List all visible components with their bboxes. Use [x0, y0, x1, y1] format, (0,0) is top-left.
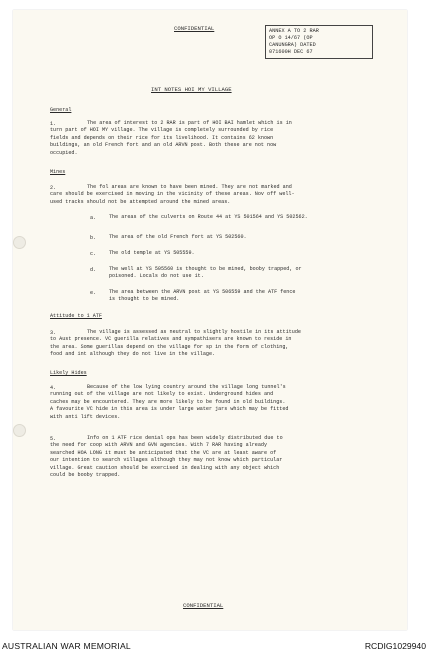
text-line: The areas of the culverts on Route 44 at YS 501564 and YS 502562. — [109, 214, 308, 220]
annex-line: ANNEX A TO 2 RAR — [269, 28, 319, 34]
text-line: The village is assessed as neutral to slightly hostile in its attitude — [87, 329, 301, 335]
text-line: The area of interest to 2 RAR is part of HOI BAI hamlet which is in — [87, 120, 292, 126]
list-item — [109, 234, 247, 241]
text-line: turn part of HOI MY village. The village is completely surrounded by rice — [50, 127, 274, 134]
text-line: Info on 1 ATF rice denial ops has been widely distributed due to — [87, 435, 283, 441]
paragraph-number: 4. — [50, 385, 57, 391]
text-line: care should be exercised in moving in the vicinity of these areas. Nov off well- — [50, 191, 295, 198]
text-line: The old temple at YS 505559. — [109, 250, 195, 256]
paragraph-3 — [50, 329, 301, 359]
annex-line: 071600H DEC 67 — [269, 49, 313, 55]
classification-top: CONFIDENTIAL — [174, 25, 215, 32]
text-line: The fol areas are known to have been mined. They are not marked and — [87, 184, 292, 190]
archive-record-id: RCDIG1029940 — [364, 641, 426, 651]
text-line: buildings, an old French fort and an old ARVN post. Both these are not now — [50, 142, 277, 149]
document-title: INT NOTES HOI MY VILLAGE — [151, 86, 232, 93]
text-line: is thought to be mined. — [109, 296, 180, 303]
text-line: the need for coop with ARVN and GVN agencies. With 7 RAR having already — [50, 442, 268, 449]
classification-bottom: CONFIDENTIAL — [183, 602, 224, 609]
list-item-label: b. — [90, 235, 97, 241]
archive-footer — [0, 636, 430, 654]
list-item — [109, 250, 195, 257]
list-item-label: e. — [90, 290, 97, 296]
paragraph-number: 5. — [50, 436, 57, 442]
annex-line: OP O 14/67 (OP — [269, 35, 313, 41]
paragraph-2 — [50, 184, 295, 206]
document-page — [13, 10, 407, 630]
paragraph-1 — [50, 120, 292, 157]
list-item-label: c. — [90, 251, 97, 257]
archive-name: AUSTRALIAN WAR MEMORIAL — [2, 641, 131, 651]
text-line: poisoned. Locals do not use it. — [109, 273, 204, 280]
text-line: caches may be encountered. They are more likely to be found in old buildings. — [50, 398, 286, 405]
text-line: A favourite VC hide in this area is under large water jars which may be fitted — [50, 406, 289, 413]
section-heading-attitude: Attitude to 1 ATF — [50, 313, 102, 319]
list-item — [109, 266, 302, 281]
punch-hole — [13, 236, 26, 249]
annex-reference-box — [265, 25, 373, 59]
text-line: fields and depends on their rice for its livelihood. It contains 62 known — [50, 134, 274, 141]
text-line: Because of the low lying country around the village long tunnel's — [87, 384, 286, 390]
text-line: The area between the ARVN post at YS 506559 and the ATF fence — [109, 289, 296, 295]
text-line: The well at YS 505560 is thought to be mined, booby trapped, or — [109, 266, 302, 272]
paragraph-number: 1. — [50, 121, 57, 127]
text-line: occupied. — [50, 149, 78, 156]
text-line: food and int although they do not live in the village. — [50, 351, 216, 358]
text-line: with anti lift devices. — [50, 413, 121, 420]
paragraph-5 — [50, 435, 283, 479]
text-line: searched HOA LONG it must be anticipated that the VC are at least aware of — [50, 449, 277, 456]
paragraph-4 — [50, 384, 288, 421]
text-line: The area of the old French fort at YS 502560. — [109, 234, 247, 240]
section-heading-mines: Mines — [50, 169, 66, 175]
text-line: could be booby trapped. — [50, 472, 121, 479]
punch-hole — [13, 424, 26, 437]
text-line: the area. Some guerillas depend on the village for sp in the form of clothing, — [50, 343, 289, 350]
paragraph-number: 3. — [50, 330, 57, 336]
list-item-label: a. — [90, 215, 97, 221]
list-item — [109, 289, 295, 304]
annex-line: CANUNGRA) DATED — [269, 42, 316, 48]
list-item-label: d. — [90, 267, 97, 273]
text-line: running out of the village are not likely to exist. Underground hides and — [50, 391, 274, 398]
text-line: village. Great caution should be exercised in dealing with any object which — [50, 464, 280, 471]
text-line: to Aust presence. VC guerilla relatives and sympathisers are known to reside in — [50, 336, 292, 343]
text-line: our intention to search villages although they may not know which particular — [50, 457, 283, 464]
paragraph-number: 2. — [50, 185, 57, 191]
section-heading-hides: Likely Hides — [50, 370, 87, 376]
list-item — [109, 214, 308, 221]
text-line: used tracks should not be attempted around the mined areas. — [50, 198, 231, 205]
section-heading-general: General — [50, 107, 72, 113]
